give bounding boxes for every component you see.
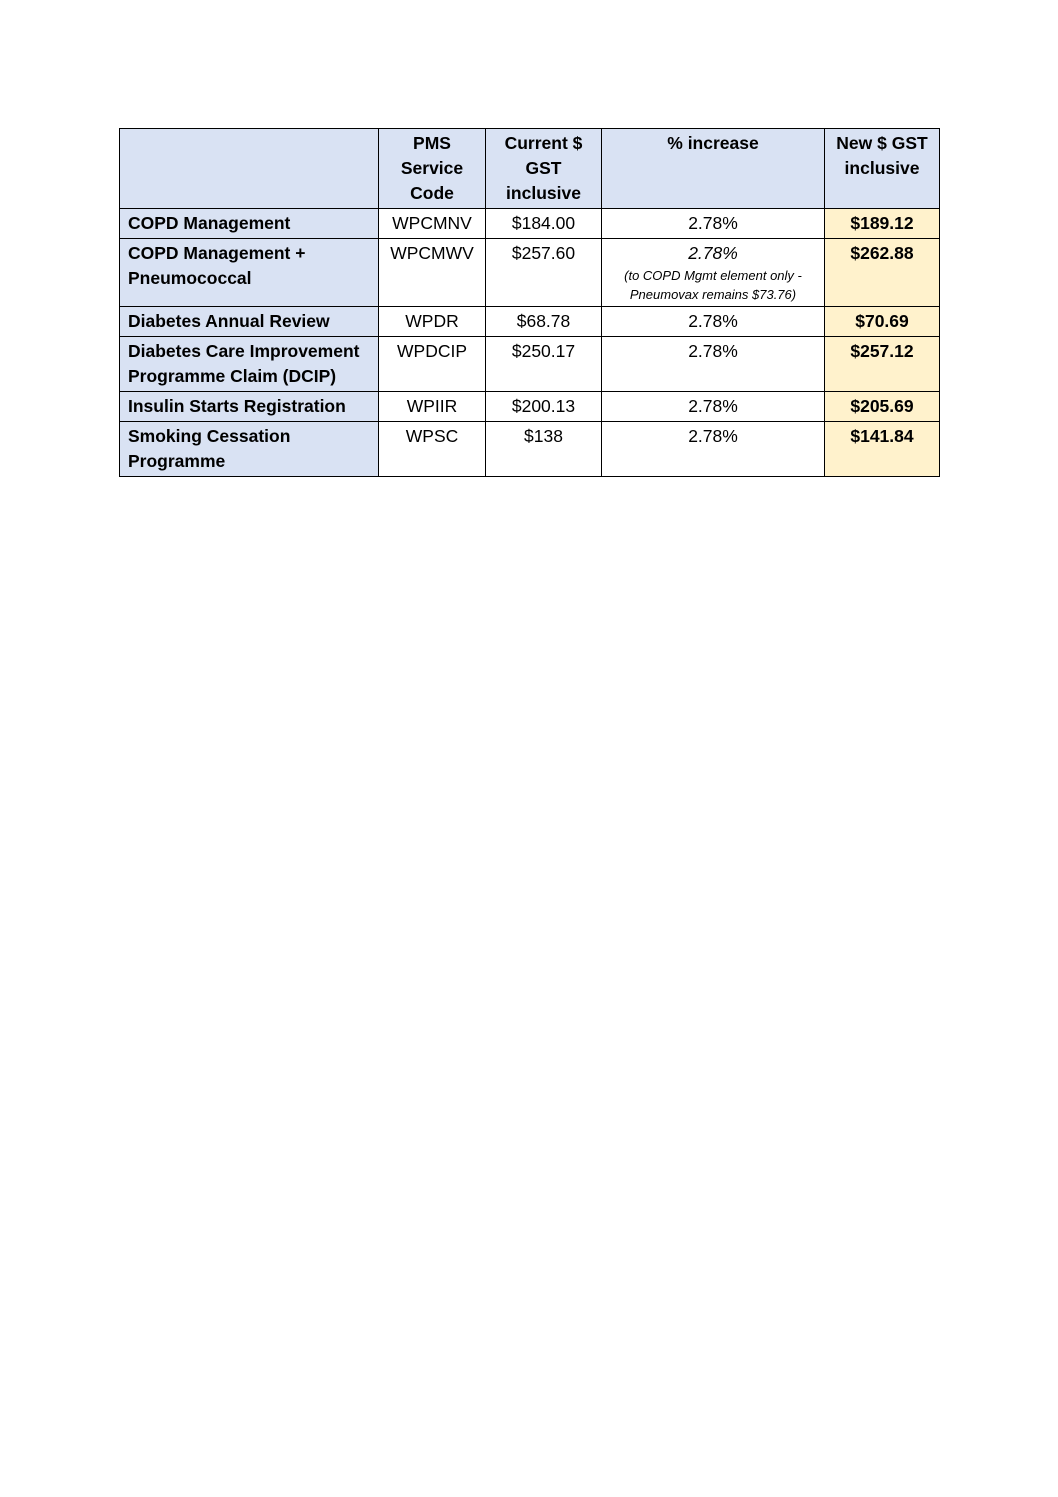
service-name: COPD Management [120, 209, 379, 239]
header-service [120, 129, 379, 209]
service-name: Smoking Cessation Programme [120, 422, 379, 477]
percent-increase: 2.78% [602, 307, 825, 337]
fee-table [119, 128, 940, 477]
service-code: WPCMNV [379, 209, 486, 239]
current-price: $200.13 [486, 392, 602, 422]
header-code-line: Code [410, 183, 454, 203]
new-price: $189.12 [825, 209, 940, 239]
header-current-line: Current $ [504, 133, 583, 153]
current-price: $184.00 [486, 209, 602, 239]
new-price: $262.88 [825, 239, 940, 307]
current-price: $257.60 [486, 239, 602, 307]
current-price: $250.17 [486, 337, 602, 392]
percent-increase: 2.78% [602, 392, 825, 422]
service-name: COPD Management + Pneumococcal [120, 239, 379, 307]
header-pct-line: % increase [667, 133, 759, 153]
header-new-line: New $ GST [836, 133, 928, 153]
table-header-row [120, 129, 940, 209]
new-price: $205.69 [825, 392, 940, 422]
table-row [120, 209, 940, 239]
service-name: Diabetes Care Improvement Programme Claim (DCIP) [120, 337, 379, 392]
service-code: WPDR [379, 307, 486, 337]
new-price: $70.69 [825, 307, 940, 337]
header-code-line: PMS [413, 133, 451, 153]
header-new [825, 129, 940, 209]
percent-increase-cell [602, 239, 825, 307]
header-code [379, 129, 486, 209]
percent-increase-note: (to COPD Mgmt element only - Pneumovax remains $73.76) [624, 268, 802, 302]
service-code: WPCMWV [379, 239, 486, 307]
header-current-line: GST [525, 158, 562, 178]
table-row [120, 307, 940, 337]
service-name: Diabetes Annual Review [120, 307, 379, 337]
table-row [120, 392, 940, 422]
service-code: WPDCIP [379, 337, 486, 392]
table-row [120, 239, 940, 307]
table-row [120, 337, 940, 392]
header-code-line: Service [400, 158, 464, 178]
new-price: $257.12 [825, 337, 940, 392]
header-pct [602, 129, 825, 209]
percent-increase: 2.78% [602, 209, 825, 239]
current-price: $138 [486, 422, 602, 477]
header-current-line: inclusive [506, 183, 581, 203]
header-current [486, 129, 602, 209]
percent-increase: 2.78% [602, 337, 825, 392]
percent-increase: 2.78% [688, 243, 738, 263]
percent-increase: 2.78% [602, 422, 825, 477]
header-new-line: inclusive [844, 158, 920, 178]
service-code: WPIIR [379, 392, 486, 422]
current-price: $68.78 [486, 307, 602, 337]
table-row [120, 422, 940, 477]
new-price: $141.84 [825, 422, 940, 477]
service-name: Insulin Starts Registration [120, 392, 379, 422]
service-code: WPSC [379, 422, 486, 477]
